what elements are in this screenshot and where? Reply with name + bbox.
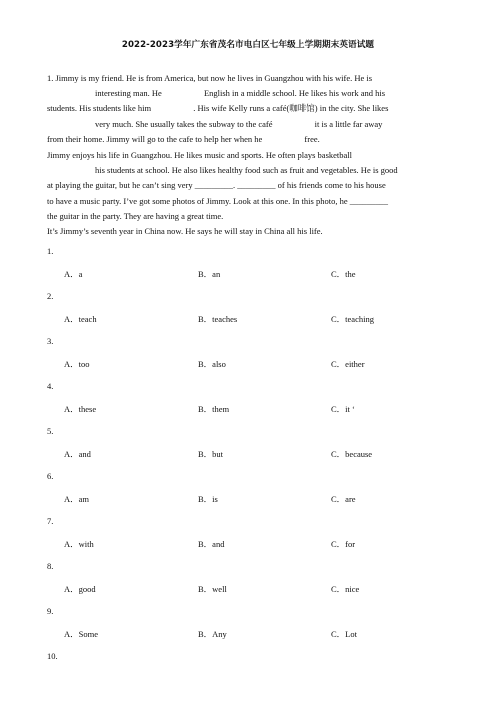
question-number: 4. bbox=[47, 381, 54, 391]
option-a[interactable]: A．am bbox=[64, 494, 90, 504]
option-a[interactable]: A．a bbox=[64, 269, 83, 279]
question-number: 8. bbox=[47, 561, 54, 571]
question-number: 3. bbox=[47, 336, 54, 346]
passage-line: Jimmy enjoys his life in Guangzhou. He likes music and sports. He often plays basketball bbox=[47, 150, 353, 160]
option-b[interactable]: B．well bbox=[198, 584, 227, 594]
passage-line: students. His students like him . His wife Kelly runs a café(咖啡馆) in the city. She likes bbox=[47, 103, 389, 114]
option-b[interactable]: B．teaches bbox=[198, 314, 238, 324]
option-a[interactable]: A．teach bbox=[64, 314, 97, 324]
option-c[interactable]: C．teaching bbox=[331, 314, 374, 324]
passage-paragraph-3 bbox=[47, 224, 452, 239]
option-c[interactable]: C．either bbox=[331, 359, 365, 369]
question-number: 6. bbox=[47, 471, 54, 481]
passage-line: to have a music party. I’ve got some photos of Jimmy. Look at this one. In this photo, he _________ bbox=[47, 195, 388, 206]
question-number: 5. bbox=[47, 426, 54, 436]
option-a[interactable]: A．too bbox=[64, 359, 90, 369]
passage-line: at playing the guitar, but he can’t sing very _________. _________ of his friends come to his house bbox=[47, 180, 386, 191]
passage-line: 1. Jimmy is my friend. He is from America, but now he lives in Guangzhou with his wife. He is bbox=[47, 73, 373, 83]
option-b[interactable]: B．and bbox=[198, 539, 225, 549]
option-b[interactable]: B．is bbox=[198, 494, 218, 504]
passage-line: interesting man. He English in a middle school. He likes his work and his bbox=[95, 88, 386, 99]
option-a[interactable]: A．good bbox=[64, 584, 96, 594]
question-number: 9. bbox=[47, 606, 54, 616]
passage-line: from their home. Jimmy will go to the cafe to help her when he free. bbox=[47, 133, 320, 144]
option-b[interactable]: B．an bbox=[198, 269, 221, 279]
passage-paragraph-2 bbox=[47, 148, 452, 224]
option-c[interactable]: C．for bbox=[331, 539, 356, 549]
option-b[interactable]: B．also bbox=[198, 359, 226, 369]
option-a[interactable]: A．with bbox=[64, 539, 94, 549]
option-c[interactable]: C．because bbox=[331, 449, 373, 459]
option-c[interactable]: C．are bbox=[331, 494, 356, 504]
option-c[interactable]: C．the bbox=[331, 269, 356, 279]
question-number: 2. bbox=[47, 291, 54, 301]
option-a[interactable]: A．Some bbox=[64, 629, 99, 639]
passage-paragraph-1 bbox=[47, 71, 452, 147]
option-c[interactable]: C．Lot bbox=[331, 629, 357, 639]
passage-line: his students at school. He also likes healthy food such as fruit and vegetables. He is good bbox=[95, 165, 398, 176]
passage-line: the guitar in the party. They are having a great time. bbox=[47, 210, 224, 221]
option-c[interactable]: C．it ‘ bbox=[331, 404, 355, 414]
option-c[interactable]: C．nice bbox=[331, 584, 360, 594]
option-b[interactable]: B．Any bbox=[198, 629, 227, 639]
passage-line: It’s Jimmy’s seventh year in China now. He says he will stay in China all his life. bbox=[47, 226, 323, 236]
question-number: 7. bbox=[47, 516, 54, 526]
option-a[interactable]: A．and bbox=[64, 449, 91, 459]
option-b[interactable]: B．but bbox=[198, 449, 224, 459]
option-a[interactable]: A．these bbox=[64, 404, 97, 414]
option-b[interactable]: B．them bbox=[198, 404, 230, 414]
passage-line: very much. She usually takes the subway to the café it is a little far away bbox=[95, 118, 383, 129]
question-number: 10. bbox=[47, 651, 58, 661]
page-title: 2022-2023学年广东省茂名市电白区七年级上学期期末英语试题 bbox=[121, 40, 375, 50]
question-number: 1. bbox=[47, 246, 54, 256]
